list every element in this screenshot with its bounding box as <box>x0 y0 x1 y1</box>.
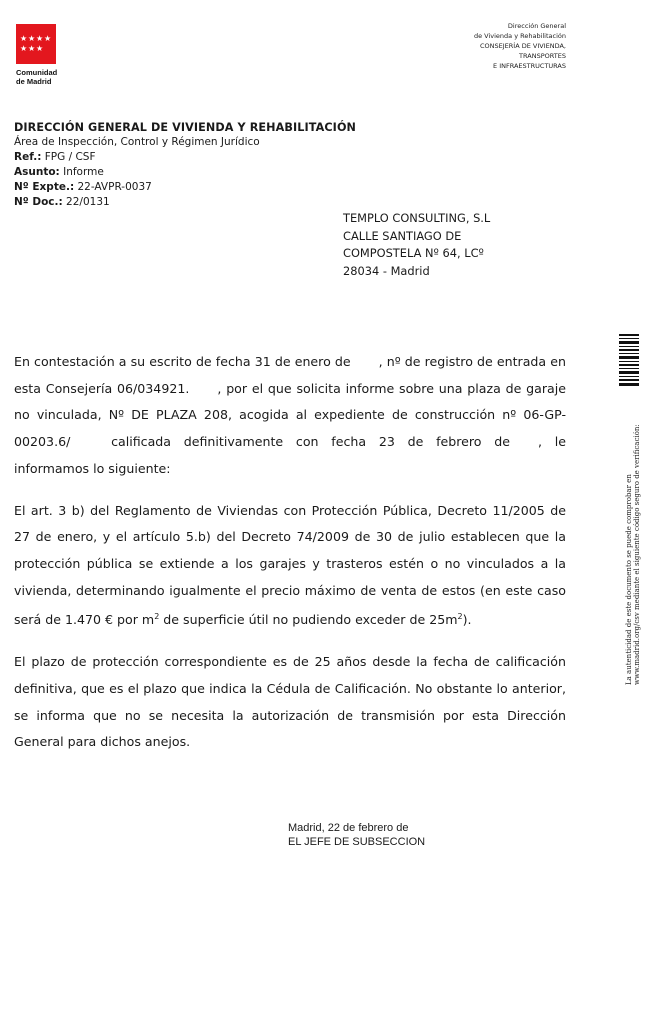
doc-line <box>14 195 356 210</box>
expte-line <box>14 180 356 195</box>
header-line: TRANSPORTES <box>519 52 566 60</box>
madrid-flag-icon: ★ ★ ★ ★ ★ ★ ★ <box>16 24 56 64</box>
ref-line <box>14 150 356 165</box>
p2-text-a: El art. 3 b) del Reglamento de Viviendas con Protección Pública, Decreto 11/2005 de 27 de enero, y el artículo 5.b) del Decreto 74/2009 de 30 de julio establecen que la protección pública se extiende a los garajes y trasteros estén o no vinculados a la vivienda, determinando igualmente el precio máximo de venta de estos (en este caso será de 1.470 € por m <box>14 502 566 628</box>
p2-text-b: de superficie útil no pudiendo exceder de 25m <box>159 612 458 628</box>
logo-line-2: de Madrid <box>16 77 52 86</box>
header-line: de Vivienda y Rehabilitación <box>473 32 566 40</box>
comunidad-madrid-logo <box>16 24 76 86</box>
org-area: Área de Inspección, Control y Régimen Jurídico <box>14 136 260 148</box>
recipient-address <box>343 210 490 280</box>
sender-block <box>14 120 356 210</box>
csv-verification-note <box>625 405 639 685</box>
header-line: CONSEJERÍA DE VIVIENDA, <box>480 42 566 50</box>
expte-value: 22-AVPR-0037 <box>74 181 152 193</box>
recipient-line: TEMPLO CONSULTING, S.L <box>343 211 491 225</box>
paragraph-2 <box>14 498 566 635</box>
p1-text-d: calificada definitivamente con fecha 23 de febrero de <box>98 434 510 450</box>
header-line: Dirección General <box>507 22 566 30</box>
csv-note-text: La autenticidad de este documento se puede comprobar en www.madrid.org/csv mediante el siguiente código seguro de verificación: <box>625 424 641 685</box>
recipient-line: COMPOSTELA Nº 64, LCº <box>343 246 484 260</box>
org-title: DIRECCIÓN GENERAL DE VIVIENDA Y REHABILITACIÓN <box>14 121 357 134</box>
asunto-label: Asunto: <box>14 166 60 178</box>
letter-body <box>14 349 566 771</box>
barcode-icon <box>619 334 639 386</box>
ref-label: Ref.: <box>14 151 42 163</box>
superscript: 2 <box>457 612 463 622</box>
signature-date: Madrid, 22 de febrero de <box>288 822 409 834</box>
p1-text-a: En contestación a su escrito de fecha 31 de enero de <box>14 354 351 369</box>
department-header <box>474 21 566 71</box>
asunto-line <box>14 165 356 180</box>
signature-block <box>288 821 425 849</box>
doc-value: 22/0131 <box>62 196 110 208</box>
p2-text-c: ). <box>462 612 472 628</box>
p1-text-c: , por el que solicita informe sobre una plaza de garaje no vinculada, Nº DE PLAZA 208, acogida al expediente de construcción nº 06-GP-00203.6/ <box>14 380 567 450</box>
doc-label: Nº Doc.: <box>14 196 63 208</box>
ref-value: FPG / CSF <box>41 151 96 163</box>
signature-role: EL JEFE DE SUBSECCION <box>288 836 426 848</box>
asunto-value: Informe <box>59 166 104 178</box>
expte-label: Nº Expte.: <box>14 181 75 193</box>
paragraph-1 <box>14 349 566 483</box>
p1-text-e: , le informamos lo siguiente: <box>14 434 566 476</box>
recipient-line: 28034 - Madrid <box>343 263 430 278</box>
p1-text-b: , nº de registro de entrada en esta Consejería 06/034921. <box>14 354 566 396</box>
recipient-line: CALLE SANTIAGO DE <box>343 228 462 243</box>
paragraph-3: El plazo de protección correspondiente es de 25 años desde la fecha de calificación definitiva, que es el plazo que indica la Cédula de Calificación. No obstante lo anterior, se informa que no se necesita la autorización de transmisión por esta Dirección General para dichos anejos. <box>14 654 566 750</box>
header-line: E INFRAESTRUCTURAS <box>493 62 566 70</box>
logo-line-1: Comunidad <box>16 68 58 77</box>
superscript: 2 <box>154 612 160 622</box>
